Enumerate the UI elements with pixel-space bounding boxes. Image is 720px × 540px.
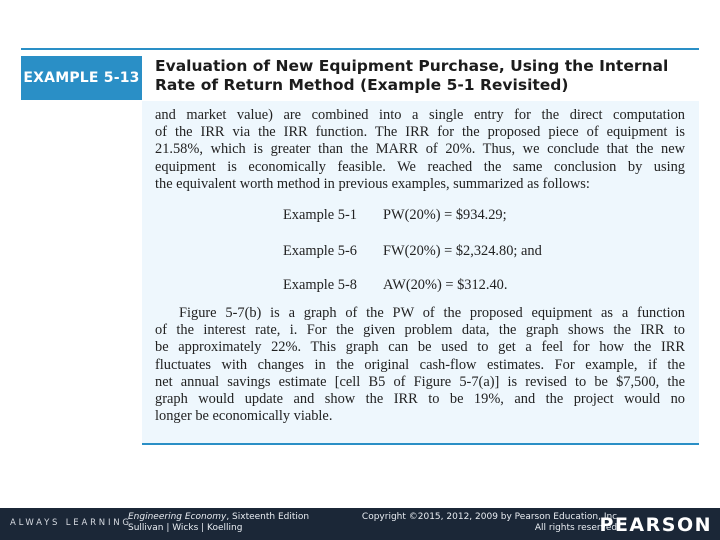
book-edition: , Sixteenth Edition bbox=[226, 512, 310, 522]
equation-label: Example 5-8 bbox=[283, 277, 357, 293]
equation-value: FW(20%) = $2,324.80; and bbox=[383, 243, 542, 259]
paragraph-1-line: 21.58%, which is greater than the MARR of 20%. Thus, we conclude that the new bbox=[155, 141, 685, 158]
paragraph-1 bbox=[155, 107, 685, 193]
paragraph-1-line: of the IRR via the IRR function. The IRR for the proposed piece of equipment is bbox=[155, 124, 685, 141]
example-label: EXAMPLE 5-13 bbox=[21, 56, 142, 100]
title-line-1: Evaluation of New Equipment Purchase, Using the Internal bbox=[155, 57, 669, 75]
equation-value: PW(20%) = $934.29; bbox=[383, 207, 507, 223]
equation-label: Example 5-6 bbox=[283, 243, 357, 259]
book-authors: Sullivan | Wicks | Koelling bbox=[128, 523, 243, 533]
equation-row bbox=[283, 207, 507, 224]
copyright-line-2: All rights reserved. bbox=[534, 523, 620, 533]
equation-row bbox=[283, 277, 507, 294]
footer-bar bbox=[0, 508, 720, 540]
paragraph-2-line: Figure 5-7(b) is a graph of the PW of the proposed equipment as a function bbox=[179, 305, 685, 321]
paragraph-2-line: be approximately 22%. This graph can be used to get a feel for how the IRR bbox=[155, 339, 685, 356]
paragraph-1-line: the equivalent worth method in previous examples, summarized as follows: bbox=[155, 175, 590, 192]
copyright-line-1: Copyright ©2015, 2012, 2009 by Pearson Education, Inc. bbox=[361, 512, 620, 522]
equation-label: Example 5-1 bbox=[283, 207, 357, 223]
paragraph-2-line: graph would update and show the IRR to be 19%, and the project would no bbox=[155, 391, 685, 408]
equation-value: AW(20%) = $312.40. bbox=[383, 277, 508, 293]
paragraph-2-line: of the interest rate, i. For the given problem data, the graph shows the IRR to bbox=[155, 322, 685, 339]
paragraph-2 bbox=[155, 305, 685, 425]
paragraph-2-line: longer be economically viable. bbox=[155, 408, 333, 425]
book-citation bbox=[128, 512, 309, 534]
paragraph-1-line: equipment is economically feasible. We reached the same conclusion by using bbox=[155, 158, 685, 175]
paragraph-2-line: fluctuates with changes in the original cash-flow estimates. For example, if the bbox=[155, 356, 685, 373]
copyright-notice bbox=[362, 512, 620, 534]
always-learning-tagline: ALWAYS LEARNING bbox=[10, 518, 132, 528]
paragraph-2-line: net annual savings estimate [cell B5 of Figure 5-7(a)] is revised to be $7,500, the bbox=[155, 373, 685, 390]
example-title bbox=[155, 57, 695, 95]
title-line-2: Rate of Return Method (Example 5-1 Revisited) bbox=[155, 76, 569, 94]
paragraph-1-line: and market value) are combined into a single entry for the direct computation bbox=[155, 107, 685, 123]
equation-row bbox=[283, 243, 542, 260]
header-rule bbox=[21, 48, 699, 50]
book-title: Engineering Economy bbox=[128, 512, 227, 522]
pearson-logo: PEARSON bbox=[599, 514, 712, 536]
